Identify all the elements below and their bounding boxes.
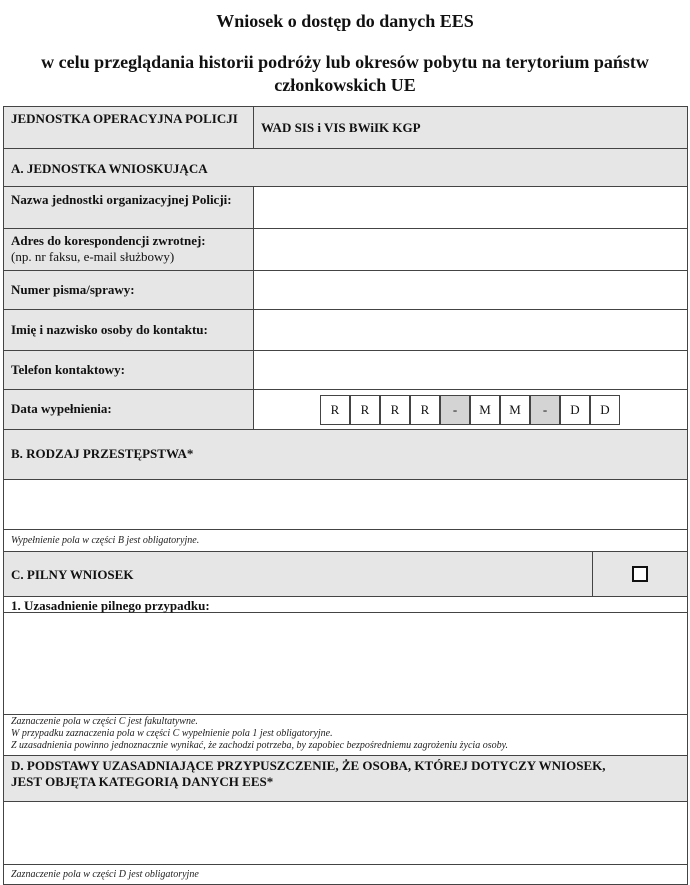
date-day-box[interactable]: D xyxy=(560,395,590,425)
section-d-heading: D. PODSTAWY UZASADNIAJĄCE PRZYPUSZCZENIE, ŻE OSOBA, KTÓREJ DOTYCZY WNIOSEK, xyxy=(11,758,606,773)
form-title: Wniosek o dostęp do danych EES xyxy=(216,11,474,31)
section-a-heading: A. JEDNOSTKA WNIOSKUJĄCA xyxy=(11,161,208,176)
section-a-label-column xyxy=(3,186,253,430)
date-month-box[interactable]: M xyxy=(470,395,500,425)
date-year-box[interactable]: R xyxy=(350,395,380,425)
section-c-note: W przypadku zaznaczenia pola w części C wypełnienie pola 1 jest obligatoryjne. xyxy=(11,728,333,739)
contact-person-input[interactable] xyxy=(254,310,687,350)
offence-type-input[interactable] xyxy=(4,480,687,529)
urgency-justification-label: 1. Uzasadnienie pilnego przypadku: xyxy=(11,598,210,613)
section-d-grounds-input[interactable] xyxy=(4,802,687,864)
unit-name-label: Nazwa jednostki organizacyjnej Policji: xyxy=(11,192,232,207)
case-number-label: Numer pisma/sprawy: xyxy=(11,282,135,297)
unit-value: WAD SIS i VIS BWiIK KGP xyxy=(261,120,421,135)
address-input[interactable] xyxy=(254,229,687,270)
section-d-note: Zaznaczenie pola w części D jest obligatoryjne xyxy=(11,869,199,880)
urgency-justification-input[interactable] xyxy=(4,613,687,714)
phone-label: Telefon kontaktowy: xyxy=(11,362,126,377)
address-hint: (np. nr faksu, e-mail służbowy) xyxy=(11,249,175,264)
contact-person-label: Imię i nazwisko osoby do kontaktu: xyxy=(11,322,208,337)
section-b-note: Wypełnienie pola w części B jest obligatoryjne. xyxy=(11,535,200,546)
date-separator: - xyxy=(440,395,470,425)
phone-input[interactable] xyxy=(254,351,687,389)
date-year-box[interactable]: R xyxy=(410,395,440,425)
unit-label: JEDNOSTKA OPERACYJNA POLICJI xyxy=(11,111,238,126)
form-subtitle-line2: członkowskich UE xyxy=(274,75,416,95)
fill-date-label: Data wypełnienia: xyxy=(11,401,112,416)
section-b-heading: B. RODZAJ PRZESTĘPSTWA* xyxy=(11,446,194,461)
date-year-box[interactable]: R xyxy=(320,395,350,425)
section-c-heading: C. PILNY WNIOSEK xyxy=(11,567,134,582)
section-c-note: Z uzasadnienia powinno jednoznacznie wynikać, że zachodzi potrzeba, by zapobiec bezpośredniemu zagrożeniu życia osoby. xyxy=(11,740,508,751)
case-number-input[interactable] xyxy=(254,271,687,309)
date-separator: - xyxy=(530,395,560,425)
urgent-request-checkbox[interactable] xyxy=(632,566,648,582)
section-c-note: Zaznaczenie pola w części C jest fakultatywne. xyxy=(11,716,198,727)
date-year-box[interactable]: R xyxy=(380,395,410,425)
unit-name-input[interactable] xyxy=(254,187,687,228)
date-month-box[interactable]: M xyxy=(500,395,530,425)
section-d-heading-line2: JEST OBJĘTA KATEGORIĄ DANYCH EES* xyxy=(11,774,274,789)
address-label: Adres do korespondencji zwrotnej: xyxy=(11,233,206,248)
form-subtitle-line1: w celu przeglądania historii podróży lub okresów pobytu na terytorium państw xyxy=(41,52,649,72)
date-day-box[interactable]: D xyxy=(590,395,620,425)
application-form xyxy=(3,106,688,885)
